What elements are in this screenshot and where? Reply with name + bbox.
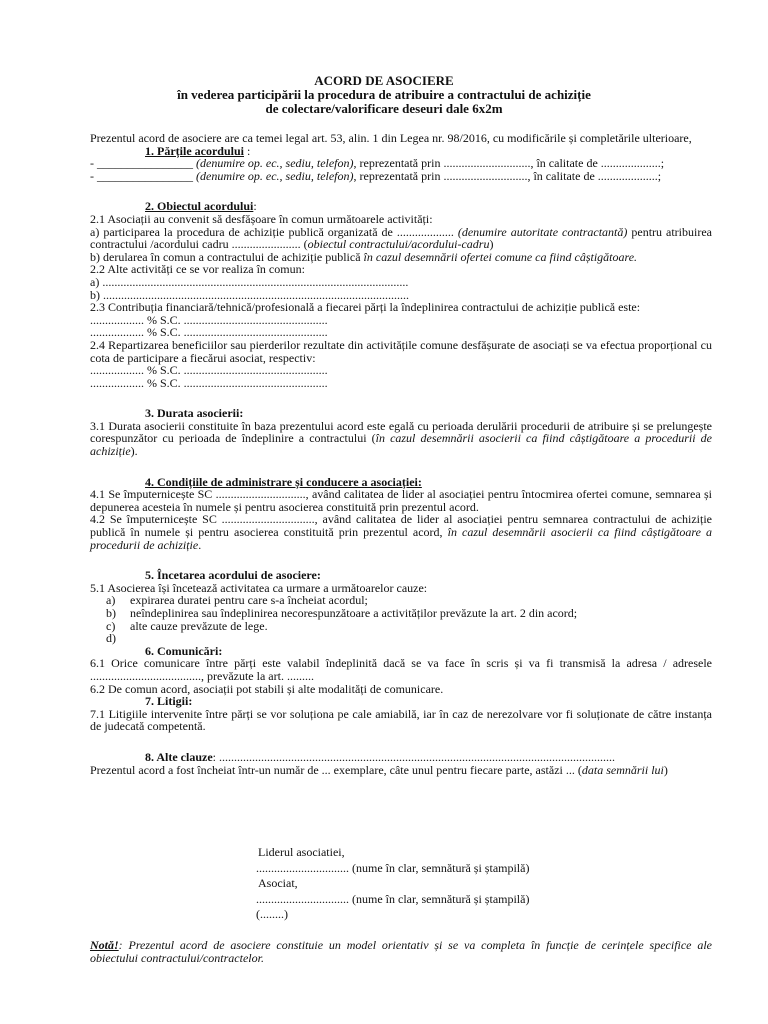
clause-2-3: 2.3 Contribuția financiară/tehnică/profesională a fiecarei părți la îndeplinirea contractului de achiziție publică este:: [90, 300, 641, 315]
clause-2-1-a-hint-1: (denumire autoritate contractantă): [457, 224, 628, 239]
signature-associate-label: Asociat,: [258, 876, 298, 891]
footnote: [90, 939, 712, 964]
document-title: ACORD DE ASOCIERE: [314, 73, 454, 88]
party-1-rest: , reprezentată prin ............................., în calitate de ....................;: [353, 156, 665, 171]
clause-2-3-b: .................. % S.C. ................................................: [90, 325, 328, 340]
clause-4-2-text: 4.2 Se împuternicește SC ..............................., având calitatea de lider al asociației pentru semnarea contractului de achiziție publică în numele și pentru asocierea constituită prin prezentul acord,: [90, 512, 712, 540]
document-subtitle-1: în vederea participării la procedura de atribuire a contractului de achiziție: [177, 87, 591, 102]
closing-line: [90, 764, 712, 777]
signature-leader-line: ............................... (nume în clar, semnătură și ștampilă): [256, 860, 530, 875]
signature-block: [256, 846, 676, 921]
closing-date-hint: data semnării lui: [581, 762, 664, 777]
clause-3-1-end: ).: [130, 444, 138, 459]
section-3-heading: 3. Durata asocierii:: [145, 406, 244, 421]
clause-6-1: 6.1 Orice comunicare între părți este valabil îndeplinită dacă se va face în scris și va fi transmisă la adresa / adresele ....................................., prevăzute la art. .........: [90, 656, 712, 683]
section-7-heading: 7. Litigii:: [145, 694, 193, 709]
list-item-text: neîndeplinirea sau îndeplinirea necorespunzătoare a activităților prevăzute la art. 2 din acord;: [130, 606, 578, 620]
clause-6-2: 6.2 De comun acord, asociații pot stabili și alte modalități de comunicare.: [90, 681, 444, 696]
list-item: [90, 632, 712, 645]
signature-extra: (........): [256, 907, 288, 922]
list-item: [90, 620, 712, 633]
section-1-title: 1. Părțile acordului: [145, 143, 244, 158]
list-item-marker: a): [106, 593, 116, 608]
clause-2-1: 2.1 Asociații au convenit să desfășoare în comun următoarele activități:: [90, 211, 433, 226]
party-2-line: [90, 170, 712, 183]
list-item-text: expirarea duratei pentru care s-a încheiat acordul;: [130, 593, 368, 608]
party-2-hint: (denumire op. ec., sediu, telefon): [196, 168, 354, 183]
section-8-dots: : ....................................................................................................................................: [212, 749, 615, 764]
clause-2-1-a: [90, 226, 712, 251]
footnote-text: : Prezentul acord de asociere constituie un model orientativ și se va completa în funcție de cerințele specifice ale obiectului contractului/contractelor.: [90, 938, 712, 965]
clause-5-1: 5.1 Asocierea își încetează activitatea ca urmare a următoarelor cauze:: [90, 580, 428, 595]
clause-7-1: 7.1 Litigiile intervenite între părți se vor soluționa pe cale amiabilă, iar în caz de nerezolvare vor fi soluționate de către instanța de judecată competentă.: [90, 706, 712, 734]
clause-4-1: 4.1 Se împuternicește SC .............................., având calitatea de lider al asociației pentru întocmirea ofertei comune, semnarea și depunerea acesteia în numele și pentru asocierea constituită prin prezentul acord.: [90, 487, 712, 514]
clause-2-2-a: a) ......................................................................................................: [90, 274, 409, 289]
section-2-title-suffix: :: [253, 199, 257, 214]
section-6-heading: 6. Comunicări:: [145, 643, 223, 658]
party-1-hint: (denumire op. ec., sediu, telefon): [196, 156, 354, 171]
closing-text: Prezentul acord a fost încheiat într-un număr de ... exemplare, câte unul pentru fiecare parte, astăzi ... (: [90, 762, 582, 777]
clause-2-2-b: b) ......................................................................................................: [90, 287, 409, 302]
document-subtitle-2: de colectare/valorificare deseuri dale 6x2m: [265, 101, 503, 116]
clause-2-4-b: .................. % S.C. ................................................: [90, 375, 328, 390]
party-2-blank: - ________________: [90, 168, 196, 183]
list-item-marker: d): [106, 631, 116, 646]
closing-end: ): [663, 762, 668, 777]
clause-2-1-b-hint: în cazul desemnării ofertei comune ca fiind câștigătoare.: [363, 249, 638, 264]
party-1-blank: - ________________: [90, 156, 196, 171]
clause-3-1-text: 3.1 Durata asocierii constituite în baza prezentului acord este egală cu perioada derulării procedurii de atribuire și se prelungește corespunzător cu perioada de îndeplinire a contractului (: [90, 418, 712, 446]
clause-2-2: 2.2 Alte activități ce se vor realiza în comun:: [90, 262, 305, 277]
list-item-text: alte cauze prevăzute de lege.: [130, 618, 268, 633]
section-1-title-suffix: :: [244, 143, 251, 158]
clause-3-1-hint: în cazul desemnării asocierii ca fiind câștigătoare a procedurii de achiziție: [90, 431, 712, 459]
section-4-title: 4. Condițiile de administrare și conducere a asociației:: [145, 474, 422, 489]
clause-2-4: 2.4 Repartizarea beneficiilor sau pierderilor rezultate din activitățile comune desfășurate de asociați se va efectua proporțional cu cota de participare a fiecărui asociat, respectiv:: [90, 337, 712, 365]
clause-3-1: [90, 420, 712, 458]
clause-2-1-a-text-2: pentru atribuirea contractului /acordului cadru ....................... (: [90, 224, 712, 252]
section-5-heading: 5. Încetarea acordului de asociere:: [145, 568, 321, 583]
document-body: [90, 132, 712, 776]
clause-2-1-b-text: b) derularea în comun a contractului de achiziție publică: [90, 249, 364, 264]
section-2-title: 2. Obiectul acordului: [145, 199, 254, 214]
footnote-label: Notă!: [90, 938, 119, 952]
clause-4-2-hint: în cazul desemnării asocierii ca fiind câștigătoare a procedurii de achiziție: [90, 525, 712, 552]
intro-paragraph: Prezentul acord de asociere are ca temei legal art. 53, alin. 1 din Legea nr. 98/2016, cu modificările și completările ulterioare,: [90, 131, 692, 145]
list-item-marker: b): [106, 606, 116, 620]
clause-4-2-end: .: [198, 537, 202, 552]
list-item-marker: c): [106, 618, 116, 633]
signature-leader-label: Liderul asociatiei,: [258, 845, 345, 859]
clause-2-3-a: .................. % S.C. ................................................: [90, 312, 328, 327]
clause-2-1-a-text-1: a) participarea la procedura de achiziție publică organizată de ...................: [90, 224, 458, 239]
party-2-rest: , reprezentată prin ............................, în calitate de ....................;: [353, 168, 662, 183]
clause-2-4-a: .................. % S.C. ................................................: [90, 363, 328, 378]
signature-associate-line: ............................... (nume în clar, semnătură și ștampilă): [256, 891, 530, 906]
section-8-title: 8. Alte clauze: [145, 749, 213, 764]
clause-4-2: [90, 513, 712, 551]
clause-2-1-a-text-3: ): [489, 237, 494, 252]
clause-2-1-a-hint-2: obiectul contractului/acordului-cadru: [307, 237, 490, 252]
